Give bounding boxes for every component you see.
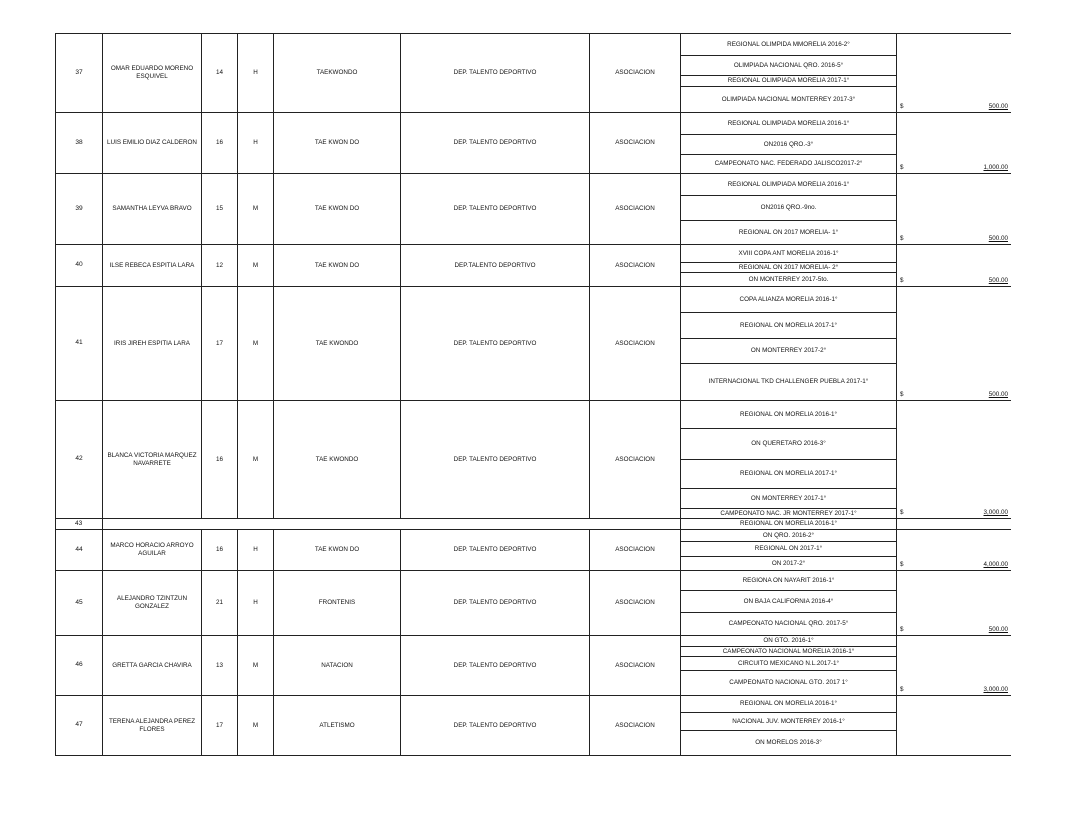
event-cell: REGIONAL ON 2017-1° — [681, 542, 897, 557]
athlete-name: BLANCA VICTORIA MARQUEZ NAVARRETE — [103, 401, 202, 519]
event-cell: REGIONAL ON 2017 MORELIA- 2° — [681, 263, 897, 273]
amount-wrap — [900, 686, 1008, 694]
event-cell: ON 2017-2° — [681, 557, 897, 571]
athlete-sex: H — [238, 571, 274, 636]
event-cell: REGIONAL OLIMPIDA MMORELIA 2016-2° — [681, 34, 897, 56]
event-cell: REGIONAL ON MORELIA 2017-1° — [681, 313, 897, 339]
amount-cell — [897, 287, 1012, 401]
table-row — [56, 245, 1012, 263]
amount-value: 1,000.00 — [983, 164, 1008, 172]
athlete-type: ASOCIACION — [590, 530, 681, 571]
currency-symbol: $ — [900, 626, 904, 634]
amount-wrap — [900, 509, 1008, 517]
row-number: 45 — [56, 571, 103, 636]
table-row — [56, 401, 1012, 429]
athlete-name: ILSE REBECA ESPITIA LARA — [103, 245, 202, 287]
athlete-age: 14 — [202, 34, 238, 113]
event-cell: ON MONTERREY 2017-5to. — [681, 273, 897, 287]
athlete-sport: NATACION — [274, 636, 401, 696]
athlete-department: DEP. TALENTO DEPORTIVO — [401, 571, 590, 636]
athlete-department: DEP.TALENTO DEPORTIVO — [401, 245, 590, 287]
athlete-department: DEP. TALENTO DEPORTIVO — [401, 696, 590, 756]
amount-cell — [897, 636, 1012, 696]
amount-cell — [897, 530, 1012, 571]
athlete-sex: M — [238, 287, 274, 401]
athlete-sex: H — [238, 530, 274, 571]
currency-symbol: $ — [900, 561, 904, 569]
athlete-name: OMAR EDUARDO MORENO ESQUIVEL — [103, 34, 202, 113]
event-cell: CAMPEONATO NAC. FEDERADO JALISCO2017-2° — [681, 155, 897, 174]
athlete-sex: M — [238, 174, 274, 245]
event-cell: CAMPEONATO NACIONAL GTO. 2017 1° — [681, 671, 897, 696]
athlete-type: ASOCIACION — [590, 34, 681, 113]
event-cell: ON MONTERREY 2017-1° — [681, 489, 897, 509]
athlete-name: IRIS JIREH ESPITIA LARA — [103, 287, 202, 401]
currency-symbol: $ — [900, 235, 904, 243]
event-cell: ON GTO. 2016-1° — [681, 636, 897, 647]
athlete-type: ASOCIACION — [590, 174, 681, 245]
event-cell: ON MORELOS 2016-3° — [681, 731, 897, 756]
amount-wrap — [900, 103, 1008, 111]
athlete-sex: M — [238, 696, 274, 756]
athlete-age: 16 — [202, 113, 238, 174]
athlete-department: DEP. TALENTO DEPORTIVO — [401, 530, 590, 571]
athlete-sex: H — [238, 113, 274, 174]
event-cell: REGIONA ON NAYARIT 2016-1° — [681, 571, 897, 591]
athlete-age: 16 — [202, 530, 238, 571]
event-cell: REGIONAL ON 2017 MORELIA- 1° — [681, 221, 897, 245]
table-row — [56, 636, 1012, 647]
athlete-type: ASOCIACION — [590, 287, 681, 401]
athlete-sport: TAE KWON DO — [274, 174, 401, 245]
amount-value: 3,000.00 — [983, 686, 1008, 694]
amount-wrap — [900, 164, 1008, 172]
amount-value: 500.00 — [988, 103, 1008, 111]
amount-wrap — [900, 626, 1008, 634]
athlete-department: DEP. TALENTO DEPORTIVO — [401, 113, 590, 174]
athlete-type: ASOCIACION — [590, 113, 681, 174]
row-number: 46 — [56, 636, 103, 696]
table-row — [56, 113, 1012, 135]
row-number: 40 — [56, 245, 103, 287]
currency-symbol: $ — [900, 391, 904, 399]
athlete-type: ASOCIACION — [590, 571, 681, 636]
athlete-sport: ATLETISMO — [274, 696, 401, 756]
amount-wrap — [900, 235, 1008, 243]
athlete-department: DEP. TALENTO DEPORTIVO — [401, 287, 590, 401]
amount-value: 500.00 — [988, 235, 1008, 243]
amount-cell — [897, 113, 1012, 174]
row-number: 43 — [56, 519, 103, 530]
amount-cell — [897, 571, 1012, 636]
athlete-sport: TAE KWONDO — [274, 401, 401, 519]
table-row — [56, 287, 1012, 313]
amount-cell — [897, 34, 1012, 113]
currency-symbol: $ — [900, 509, 904, 517]
event-cell: REGIONAL OLIMPIADA MORELIA 2016-1° — [681, 113, 897, 135]
event-cell: REGIONAL OLIMPIADA MORELIA 2017-1° — [681, 76, 897, 87]
amount-blank — [897, 519, 1012, 530]
event-cell: COPA ALIANZA MORELIA 2016-1° — [681, 287, 897, 313]
athlete-age: 16 — [202, 401, 238, 519]
amount-cell — [897, 174, 1012, 245]
athlete-sex: H — [238, 34, 274, 113]
amount-value: 500.00 — [988, 626, 1008, 634]
athlete-name: GRETTA GARCIA CHAVIRA — [103, 636, 202, 696]
athlete-department: DEP. TALENTO DEPORTIVO — [401, 34, 590, 113]
athlete-department: DEP. TALENTO DEPORTIVO — [401, 636, 590, 696]
athlete-age: 12 — [202, 245, 238, 287]
athlete-age: 21 — [202, 571, 238, 636]
event-cell: REGIONAL OLIMPIADA MORELIA 2016-1° — [681, 174, 897, 196]
athlete-name: LUIS EMILIO DIAZ CALDERON — [103, 113, 202, 174]
event-cell: ON QRO. 2016-2° — [681, 530, 897, 542]
currency-symbol: $ — [900, 103, 904, 111]
amount-cell — [897, 245, 1012, 287]
currency-symbol: $ — [900, 686, 904, 694]
athletes-table-body — [56, 34, 1012, 756]
athlete-type: ASOCIACION — [590, 636, 681, 696]
event-cell: CIRCUITO MEXICANO N.L.2017-1° — [681, 657, 897, 671]
event-cell: ON QUERETARO 2016-3° — [681, 429, 897, 460]
event-cell: CAMPEONATO NACIONAL MORELIA 2016-1° — [681, 647, 897, 657]
event-cell: NACIONAL JUV. MONTERREY 2016-1° — [681, 713, 897, 731]
amount-wrap — [900, 391, 1008, 399]
table-row — [56, 34, 1012, 56]
event-cell: REGIONAL ON MORELIA 2016-1° — [681, 696, 897, 713]
row-number: 38 — [56, 113, 103, 174]
table-row — [56, 571, 1012, 591]
row-number: 37 — [56, 34, 103, 113]
athlete-sex: M — [238, 636, 274, 696]
amount-value: 500.00 — [988, 277, 1008, 285]
event-cell: INTERNACIONAL TKD CHALLENGER PUEBLA 2017-1° — [681, 364, 897, 401]
athletes-table — [55, 33, 1011, 756]
currency-symbol: $ — [900, 164, 904, 172]
athlete-sport: FRONTENIS — [274, 571, 401, 636]
event-cell: CAMPEONATO NAC. JR MONTERREY 2017-1° — [681, 509, 897, 519]
athlete-sex: M — [238, 401, 274, 519]
event-cell: REGIONAL ON MORELIA 2016-1° — [681, 401, 897, 429]
amount-wrap — [900, 561, 1008, 569]
athlete-type: ASOCIACION — [590, 245, 681, 287]
amount-wrap — [900, 277, 1008, 285]
event-cell: CAMPEONATO NACIONAL QRO. 2017-5° — [681, 613, 897, 636]
event-cell: OLIMPIADA NACIONAL MONTERREY 2017-3° — [681, 87, 897, 113]
table-row — [56, 519, 1012, 530]
athlete-name: TERENA ALEJANDRA PEREZ FLORES — [103, 696, 202, 756]
event-cell: REGIONAL ON MORELIA 2017-1° — [681, 460, 897, 489]
athlete-age: 13 — [202, 636, 238, 696]
athlete-department: DEP. TALENTO DEPORTIVO — [401, 401, 590, 519]
row-number: 42 — [56, 401, 103, 519]
table-row — [56, 530, 1012, 542]
athlete-age: 17 — [202, 696, 238, 756]
amount-value: 3,000.00 — [983, 509, 1008, 517]
currency-symbol: $ — [900, 277, 904, 285]
athlete-name: MARCO HORACIO ARROYO AGUILAR — [103, 530, 202, 571]
amount-cell — [897, 401, 1012, 519]
event-cell: ON BAJA CALIFORNIA 2016-4° — [681, 591, 897, 613]
athlete-sport: TAEKWONDO — [274, 34, 401, 113]
amount-value: 500.00 — [988, 391, 1008, 399]
athlete-department: DEP. TALENTO DEPORTIVO — [401, 174, 590, 245]
athlete-sport: TAE KWON DO — [274, 530, 401, 571]
athlete-type: ASOCIACION — [590, 696, 681, 756]
athlete-sport: TAE KWON DO — [274, 113, 401, 174]
row-number: 44 — [56, 530, 103, 571]
amount-value: 4,000.00 — [983, 561, 1008, 569]
event-cell: OLIMPIADA NACIONAL QRO. 2016-5° — [681, 56, 897, 76]
row-number: 47 — [56, 696, 103, 756]
athlete-name: ALEJANDRO TZINTZUN GONZALEZ — [103, 571, 202, 636]
event-cell: ON MONTERREY 2017-2° — [681, 339, 897, 364]
row-number: 39 — [56, 174, 103, 245]
amount-cell — [897, 696, 1012, 756]
athlete-age: 17 — [202, 287, 238, 401]
row-number: 41 — [56, 287, 103, 401]
athlete-type: ASOCIACION — [590, 401, 681, 519]
athlete-sport: TAE KWON DO — [274, 245, 401, 287]
row-blank — [103, 519, 681, 530]
athlete-name: SAMANTHA LEYVA BRAVO — [103, 174, 202, 245]
athlete-sport: TAE KWONDO — [274, 287, 401, 401]
table-row — [56, 174, 1012, 196]
event-cell: REGIONAL ON MORELIA 2016-1° — [681, 519, 897, 530]
event-cell: ON2016 QRO.-3° — [681, 135, 897, 155]
event-cell: ON2016 QRO.-9no. — [681, 196, 897, 221]
athlete-sex: M — [238, 245, 274, 287]
scholarship-table-sheet — [55, 33, 1011, 776]
table-row — [56, 696, 1012, 713]
event-cell: XVIII COPA ANT MORELIA 2016-1° — [681, 245, 897, 263]
athlete-age: 15 — [202, 174, 238, 245]
